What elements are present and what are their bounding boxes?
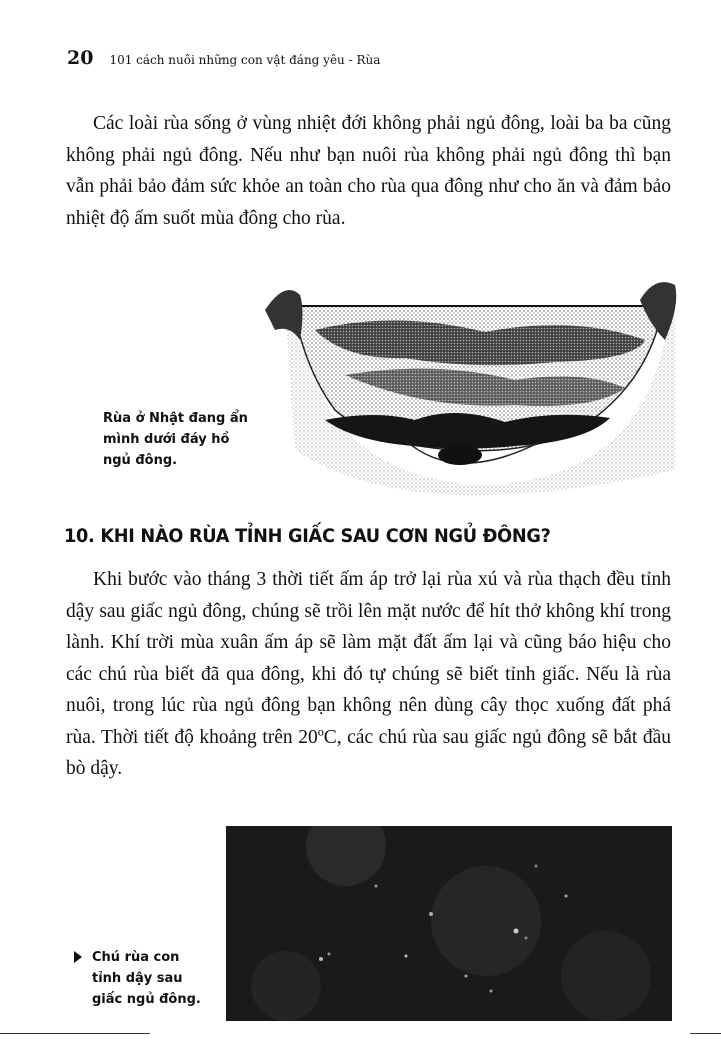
page-number: 20 (67, 47, 94, 69)
figure2-caption: Chú rùa con tỉnh dậy sau giấc ngủ đông. (92, 950, 201, 1007)
footer-rule-right (690, 1033, 721, 1034)
section-heading: 10. KHI NÀO RÙA TỈNH GIẤC SAU CƠN NGỦ ĐÔNG? (64, 525, 551, 547)
book-title: 101 cách nuôi những con vật đáng yêu - Rùa (109, 53, 381, 67)
baby-turtle-photo (226, 826, 672, 1021)
running-header (67, 47, 380, 69)
footer-rule-left (0, 1033, 150, 1034)
caption-arrow-icon (74, 951, 82, 963)
section-paragraph: Khi bước vào tháng 3 thời tiết ấm áp trở lại rùa xú và rùa thạch đều tỉnh dậy sau giấc ngủ đông, chúng sẽ trồi lên mặt nước để hít thở không khí trong lành. Khí trời mùa xuân ấm áp sẽ làm mặt đất ấm lại và cũng báo hiệu cho các chú rùa biết đã qua đông, khi đó tự chúng sẽ biết tỉnh giấc. Nếu là rùa nuôi, trong lúc rùa ngủ đông bạn không nên dùng cây thọc xuống đất phá rùa. Thời tiết độ khoảng trên 20ºC, các chú rùa sau giấc ngủ đông sẽ bắt đầu bò dậy. (66, 569, 671, 779)
pond-hibernation-illustration (255, 270, 680, 500)
figure1-caption: Rùa ở Nhật đang ẩn mình dưới đáy hồ ngủ đông. (103, 411, 248, 468)
intro-paragraph: Các loài rùa sống ở vùng nhiệt đới không phải ngủ đông, loài ba ba cũng không phải ngủ đông. Nếu như bạn nuôi rùa không phải ngủ đông thì bạn vẫn phải bảo đảm sức khỏe an toàn cho rùa qua đông như cho ăn và đảm bảo nhiệt độ ấm suốt mùa đông cho rùa. (66, 113, 671, 229)
photo-texture (226, 826, 672, 1021)
